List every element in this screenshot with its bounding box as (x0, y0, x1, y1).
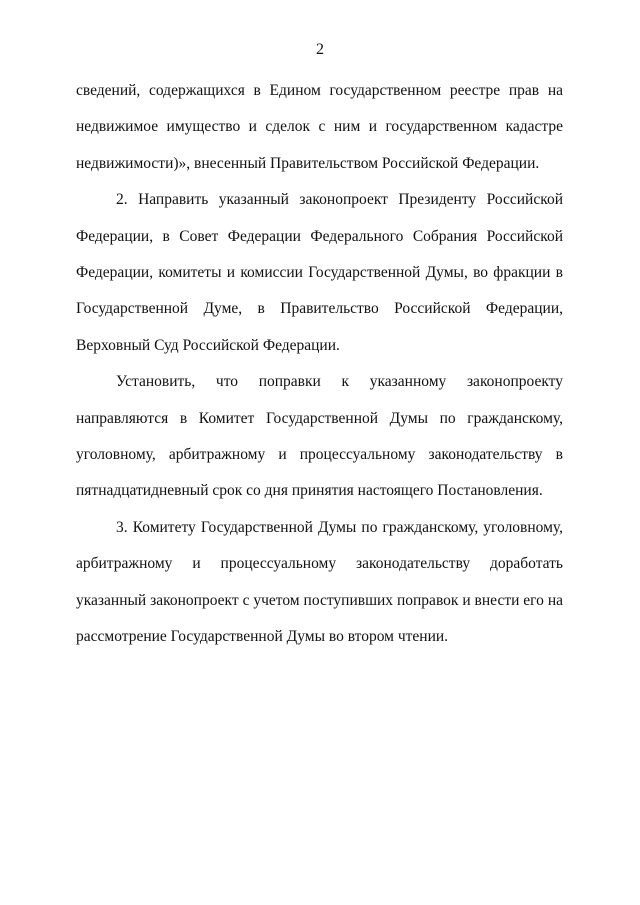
text-line: Верховный Суд Российской Федерации. (76, 336, 340, 354)
text-line: недвижимости)», внесенный Правительством Российской Федерации. (76, 154, 540, 172)
page-number: 2 (316, 41, 324, 58)
text-line: направляются в Комитет Государственной Думы по гражданскому, (76, 409, 563, 427)
text-line: Установить, что поправки к указанному законопроекту (116, 373, 563, 391)
paragraph-item-3 (76, 510, 563, 656)
text-line: Федерации, в Совет Федерации Федерального Собрания Российской (76, 227, 563, 245)
document-body (76, 73, 563, 656)
text-line: Государственной Думе, в Правительство Российской Федерации, (76, 300, 563, 318)
text-line: арбитражному и процессуальному законодательству доработать (76, 555, 563, 573)
text-line: сведений, содержащихся в Едином государственном реестре прав на (76, 82, 563, 99)
text-line: Федерации, комитеты и комиссии Государственной Думы, во фракции в (76, 264, 563, 282)
text-line: 3. Комитету Государственной Думы по гражданскому, уголовному, (116, 518, 563, 536)
text-line: рассмотрение Государственной Думы во втором чтении. (76, 628, 449, 646)
text-line: уголовному, арбитражному и процессуальному законодательству в (76, 446, 563, 464)
text-line: недвижимое имущество и сделок с ним и государственном кадастре (76, 118, 563, 136)
paragraph-item-2 (76, 182, 563, 364)
paragraph-amendments (76, 364, 563, 510)
text-line: пятнадцатидневный срок со дня принятия настоящего Постановления. (76, 482, 543, 500)
text-line: указанный законопроект с учетом поступивших поправок и внести его на (76, 591, 563, 609)
text-line: 2. Направить указанный законопроект Президенту Российской (116, 191, 563, 209)
paragraph-continuation (76, 73, 563, 182)
